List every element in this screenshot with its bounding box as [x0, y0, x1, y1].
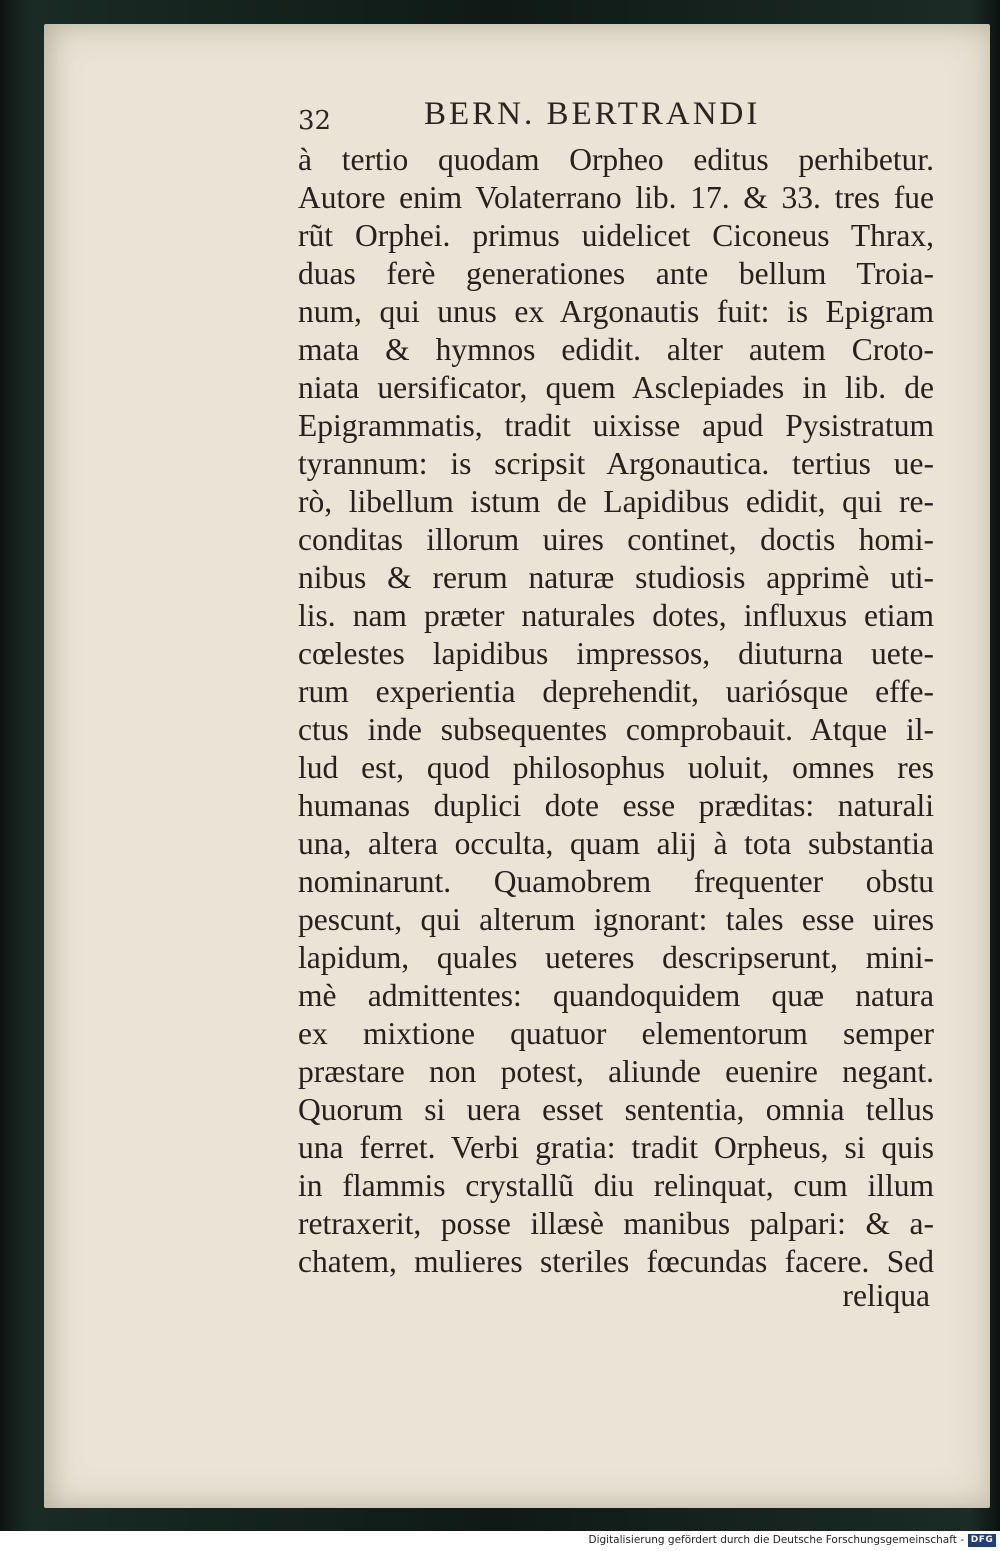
- text-line: una, altera occulta, quam alij à tota substantia: [298, 826, 934, 861]
- text-line: ctus inde subsequentes comprobauit. Atque il-: [298, 712, 934, 747]
- text-line: ex mixtione quatuor elementorum semper: [298, 1016, 934, 1051]
- body-text: [298, 141, 934, 1281]
- text-line: cœlestes lapidibus impressos, diuturna uete-: [298, 636, 934, 671]
- text-line: præstare non potest, aliunde euenire negant.: [298, 1054, 934, 1089]
- text-line: mè admittentes: quandoquidem quæ natura: [298, 978, 934, 1013]
- text-line: rò, libellum istum de Lapidibus edidit, qui re-: [298, 484, 934, 519]
- text-line: duas ferè generationes ante bellum Troia-: [298, 256, 934, 291]
- text-line: Epigrammatis, tradit uixisse apud Pysistratum: [298, 408, 934, 443]
- text-line: pescunt, qui alterum ignorant: tales esse uires: [298, 902, 934, 937]
- dfg-logo: DFG: [968, 1534, 996, 1547]
- running-head: [298, 96, 838, 144]
- text-line: lud est, quod philosophus uoluit, omnes res: [298, 750, 934, 785]
- text-line: rum experientia deprehendit, uariósque effe-: [298, 674, 934, 709]
- text-line: conditas illorum uires continet, doctis homi-: [298, 522, 934, 557]
- text-line: niata uersificator, quem Asclepiades in lib. de: [298, 370, 934, 405]
- text-line: Autore enim Volaterrano lib. 17. & 33. tres fue: [298, 180, 934, 215]
- text-line: humanas duplici dote esse præditas: naturali: [298, 788, 934, 823]
- text-line: lapidum, quales ueteres descripserunt, mini-: [298, 940, 934, 975]
- footer-bar: [0, 1531, 1000, 1551]
- text-line: mata & hymnos edidit. alter autem Croto-: [298, 332, 934, 367]
- text-line: una ferret. Verbi gratia: tradit Orpheus, si quis: [298, 1130, 934, 1165]
- running-title: BERN. BERTRANDI: [424, 96, 761, 132]
- catchword: reliqua: [842, 1278, 930, 1313]
- text-line: lis. nam præter naturales dotes, influxus etiam: [298, 598, 934, 633]
- text-line: retraxerit, posse illæsè manibus palpari: & a-: [298, 1206, 934, 1241]
- text-line: nominarunt. Quamobrem frequenter obstu: [298, 864, 934, 899]
- text-line: nibus & rerum naturæ studiosis apprimè uti-: [298, 560, 934, 595]
- text-line: chatem, mulieres steriles fœcundas facere. Sed: [298, 1244, 934, 1279]
- text-line: Quorum si uera esset sententia, omnia tellus: [298, 1092, 934, 1127]
- page-number: 32: [298, 106, 332, 136]
- text-line: num, qui unus ex Argonautis fuit: is Epigram: [298, 294, 934, 329]
- funding-credit: Digitalisierung gefördert durch die Deutsche Forschungsgemeinschaft -: [588, 1534, 964, 1546]
- text-line: tyrannum: is scripsit Argonautica. tertius ue-: [298, 446, 934, 481]
- text-line: rũt Orphei. primus uidelicet Ciconeus Thrax,: [298, 218, 934, 253]
- text-line: à tertio quodam Orpheo editus perhibetur.: [298, 142, 934, 177]
- text-line: in flammis crystallũ diu relinquat, cum illum: [298, 1168, 934, 1203]
